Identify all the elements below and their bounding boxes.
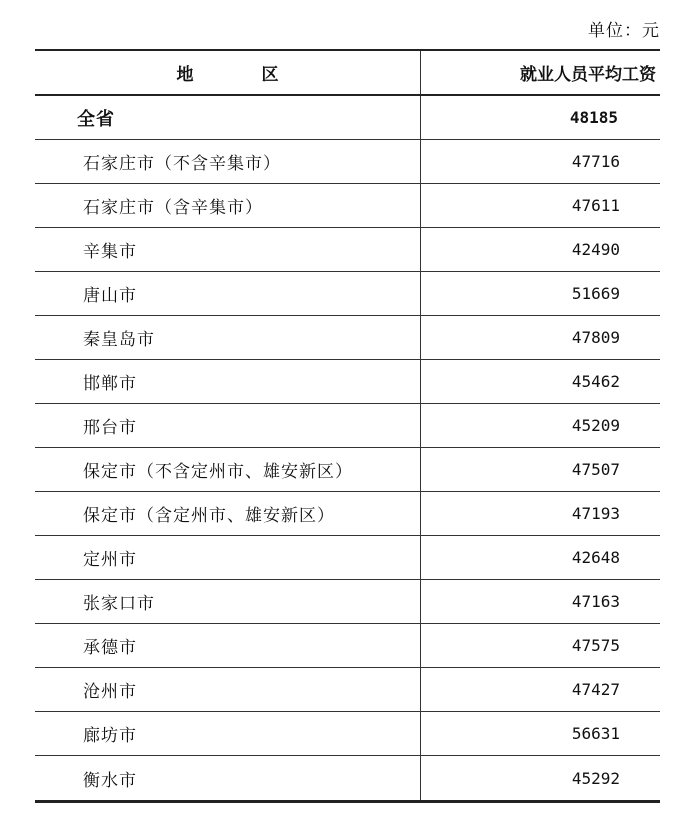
table-row [35,404,660,448]
wage-cell: 51669 [571,284,620,303]
table-row [35,624,660,668]
wage-cell: 47716 [571,152,620,171]
region-cell: 石家庄市（含辛集市） [35,184,421,227]
table-header-row [35,51,660,96]
unit-label: 单位：元 [588,21,660,41]
region-cell: 沧州市 [35,668,421,711]
region-cell: 辛集市 [35,228,421,271]
region-cell: 衡水市 [35,756,421,800]
wage-cell: 47809 [571,328,620,347]
region-cell: 石家庄市（不含辛集市） [35,140,421,183]
wage-cell: 47507 [571,460,620,479]
region-cell: 定州市 [35,536,421,579]
table-row-total [35,96,660,140]
region-cell: 唐山市 [35,272,421,315]
header-region-cell [35,51,421,94]
wage-cell: 48185 [569,108,618,127]
region-cell: 张家口市 [35,580,421,623]
wage-cell: 47611 [571,196,620,215]
region-cell: 邢台市 [35,404,421,447]
header-wage-label: 就业人员平均工资 [520,65,656,85]
table-row [35,272,660,316]
table-row [35,668,660,712]
table-row [35,448,660,492]
wage-cell: 45462 [571,372,620,391]
wage-table [35,49,660,803]
table-row [35,536,660,580]
header-region-label: 地 区 [176,65,279,85]
table-row [35,140,660,184]
table-row [35,492,660,536]
wage-cell: 47427 [571,680,620,699]
wage-cell: 47575 [571,636,620,655]
table-row [35,712,660,756]
region-cell: 廊坊市 [35,712,421,755]
region-cell: 秦皇岛市 [35,316,421,359]
wage-cell: 56631 [571,724,620,743]
table-row [35,316,660,360]
table-row [35,184,660,228]
region-cell: 承德市 [35,624,421,667]
table-row [35,756,660,800]
table-row [35,228,660,272]
wage-cell: 42648 [571,548,620,567]
wage-cell: 47193 [571,504,620,523]
wage-cell: 42490 [571,240,620,259]
region-cell: 保定市（含定州市、雄安新区） [35,492,421,535]
wage-cell: 45292 [571,768,620,788]
region-cell: 保定市（不含定州市、雄安新区） [35,448,421,491]
region-cell: 全省 [35,96,421,139]
region-cell: 邯郸市 [35,360,421,403]
table-row [35,580,660,624]
wage-cell: 47163 [571,592,620,611]
table-row [35,360,660,404]
wage-cell: 45209 [571,416,620,435]
